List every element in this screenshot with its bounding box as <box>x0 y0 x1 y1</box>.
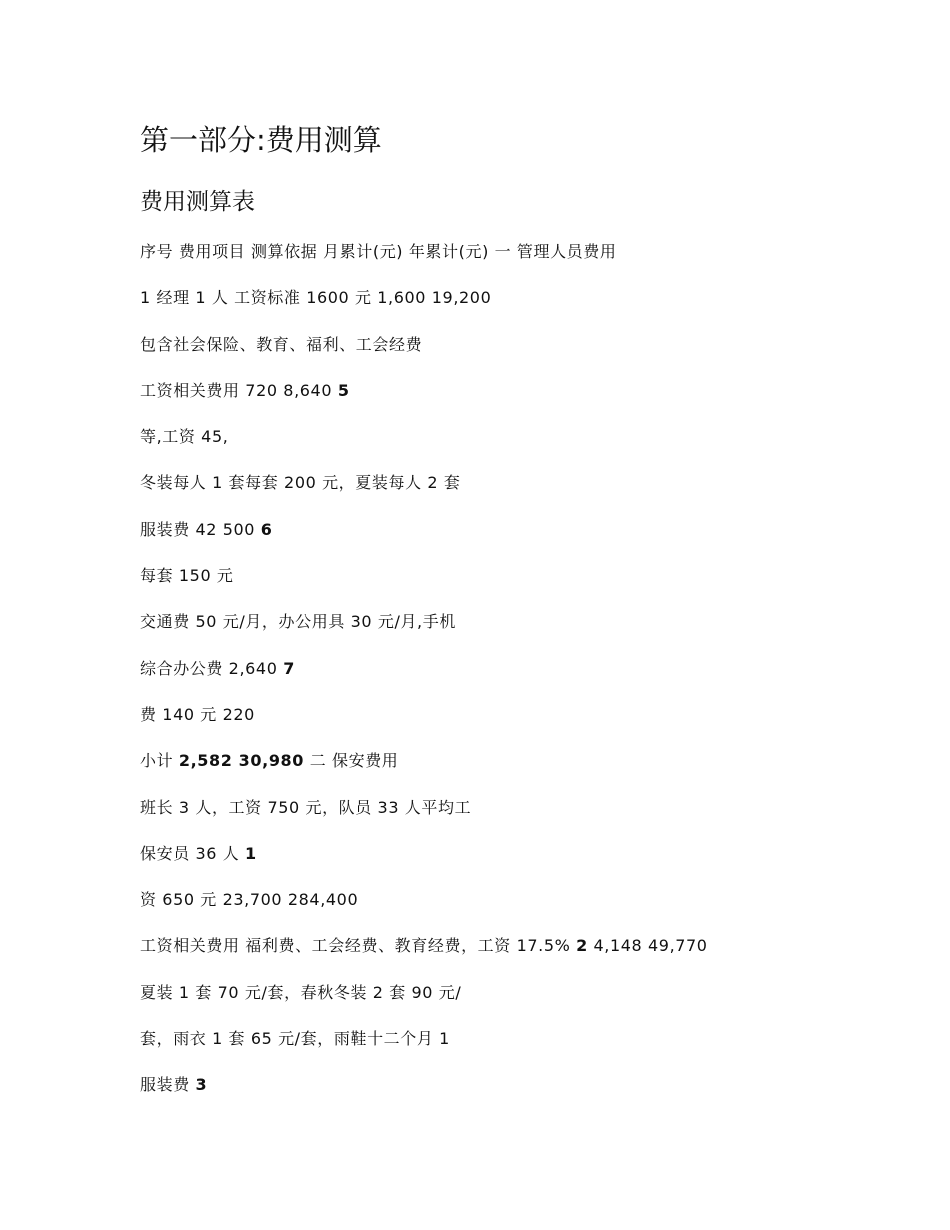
bold-text: 6 <box>260 519 273 539</box>
text-segment: 套，雨衣 1 套 65 元/套，雨鞋十二个月 1 <box>140 1029 450 1049</box>
text-line <box>140 886 920 932</box>
text-line <box>140 1071 920 1117</box>
text-line <box>140 284 920 330</box>
text-segment: 等,工资 45, <box>140 427 229 447</box>
text-line <box>140 701 920 747</box>
text-segment: 二 保安费用 <box>304 751 399 771</box>
text-line <box>140 979 920 1025</box>
text-line <box>140 840 920 886</box>
bold-text: 2 <box>576 936 588 956</box>
text-line <box>140 655 920 701</box>
bold-text: 7 <box>283 658 295 678</box>
text-segment: 夏装 1 套 70 元/套，春秋冬装 2 套 90 元/ <box>140 982 462 1002</box>
text-segment: 序号 费用项目 测算依据 月累计(元) 年累计(元) 一 管理人员费用 <box>140 242 617 261</box>
page-title: 第一部分:费用测算 <box>140 123 382 157</box>
bold-text: 3 <box>195 1075 208 1095</box>
text-segment: 小计 <box>140 751 179 771</box>
text-line <box>140 469 920 515</box>
text-segment: 工资相关费用 720 8,640 <box>140 380 338 400</box>
text-line <box>140 331 920 377</box>
page-subtitle: 费用测算表 <box>140 189 255 215</box>
text-line <box>140 747 920 793</box>
text-segment: 班长 3 人，工资 750 元，队员 33 人平均工 <box>140 797 472 817</box>
text-segment: 服装费 42 500 <box>140 519 261 539</box>
text-segment: 1 经理 1 人 工资标准 1600 元 1,600 19,200 <box>140 288 492 308</box>
text-line <box>140 238 920 284</box>
text-segment: 费 140 元 220 <box>140 704 255 724</box>
text-segment: 每套 150 元 <box>140 566 234 586</box>
text-line <box>140 423 920 469</box>
bold-text: 2,582 30,980 <box>178 751 305 771</box>
text-line <box>140 1025 920 1071</box>
text-line <box>140 794 920 840</box>
text-segment: 保安员 36 人 <box>140 843 246 863</box>
bold-text: 1 <box>245 843 257 863</box>
text-segment: 4,148 49,770 <box>587 936 708 956</box>
text-line <box>140 932 920 978</box>
text-segment: 冬装每人 1 套每套 200 元，夏装每人 2 套 <box>140 473 461 493</box>
text-line <box>140 562 920 608</box>
text-segment: 综合办公费 2,640 <box>140 658 284 678</box>
text-line <box>140 377 920 423</box>
text-segment: 工资相关费用 福利费、工会经费、教育经费，工资 17.5% <box>140 936 577 956</box>
document-body <box>140 238 920 1118</box>
text-segment: 资 650 元 23,700 284,400 <box>140 890 359 910</box>
bold-text: 5 <box>337 380 350 400</box>
text-segment: 包含社会保险、教育、福利、工会经费 <box>140 334 423 354</box>
text-line <box>140 516 920 562</box>
text-segment: 交通费 50 元/月，办公用具 30 元/月,手机 <box>140 612 456 632</box>
text-segment: 服装费 <box>140 1075 196 1095</box>
text-line <box>140 608 920 654</box>
